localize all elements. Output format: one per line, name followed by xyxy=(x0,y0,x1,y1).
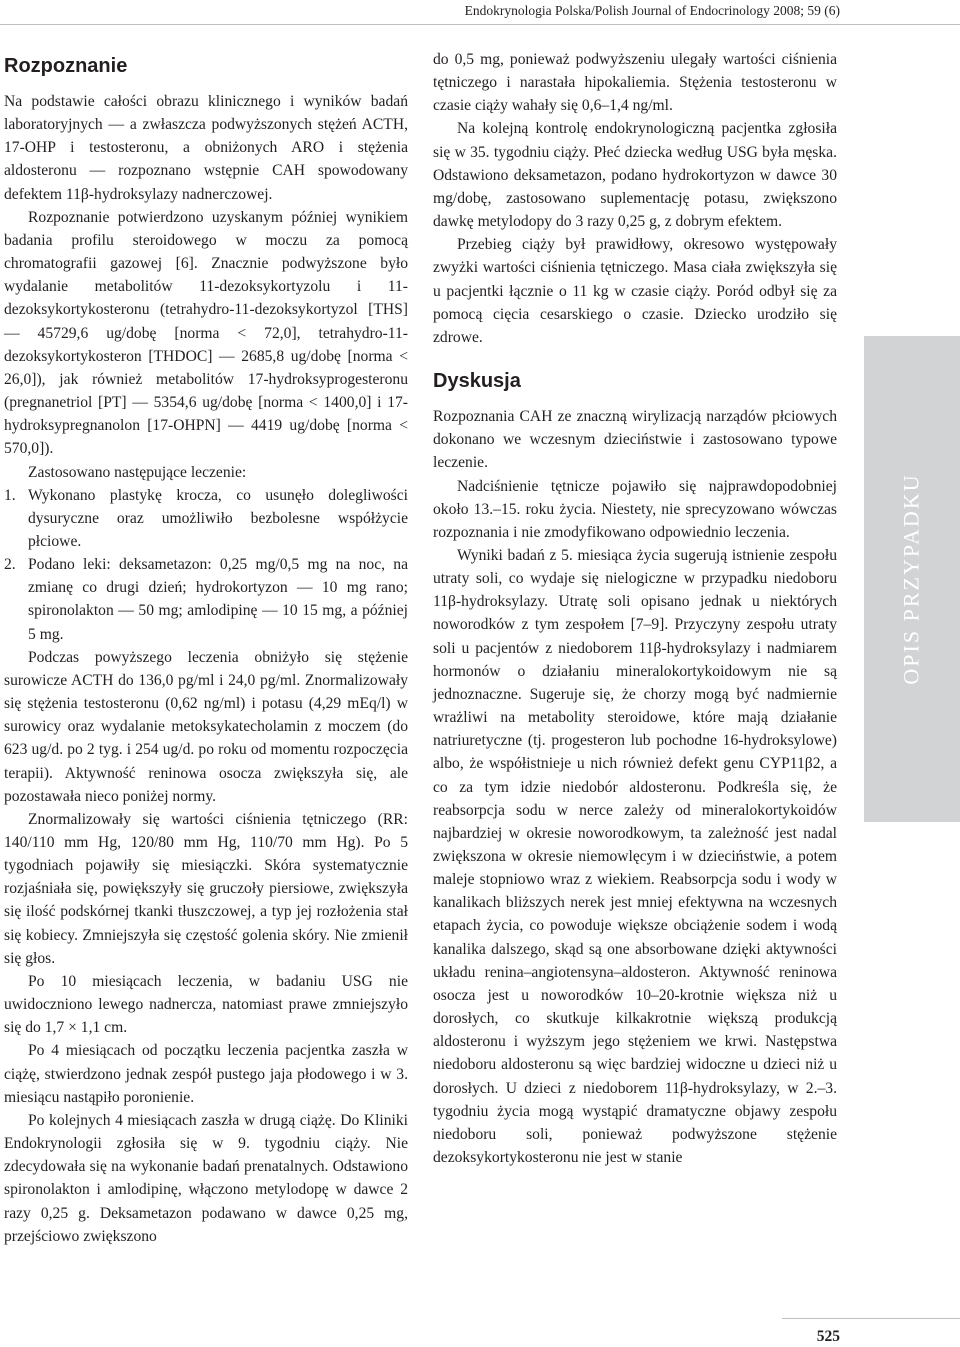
paragraph: Zastosowano następujące leczenie: xyxy=(28,463,247,481)
paragraph: do 0,5 mg, ponieważ podwyższeniu ulegały wartości ciśnienia tętniczego i narastała hipokaliemia. Stężenia testosteronu w czasie ciąży wahały się 0,6–1,4 ng/ml. xyxy=(433,51,837,115)
list-number: 1. xyxy=(4,486,16,504)
list-number: 2. xyxy=(4,556,16,574)
section-heading-dyskusja: Dyskusja xyxy=(433,370,521,393)
paragraph: Na podstawie całości obrazu klinicznego i wyników badań laboratoryjnych — a zwłaszcza podwyższonych stężeń ACTH, 17-OHP i testosteronu, a obniżonych ARO i stężenia aldosteronu — rozpoznano wstępnie CAH spowodowany defektem 11β-hydroksylazy nadnerczowej. xyxy=(4,93,408,203)
paragraph: Na kolejną kontrolę endokrynologiczną pacjentka zgłosiła się w 35. tygodniu ciąży. Płeć dziecka według USG była męska. Odstawiono deksametazon, podano hydrokortyzon w dawce 30 mg/dobę, zastosowano suplementację potasu, zwiększono dawkę metylodopy do 3 razy 0,25 g, z dobrym efektem. xyxy=(433,120,837,231)
side-tab-label: OPIS PRZYPADKU xyxy=(899,473,924,685)
treatment-list-item xyxy=(4,484,408,553)
treatment-list-item xyxy=(4,553,408,646)
list-text: Podano leki: deksametazon: 0,25 mg/0,5 mg na noc, na zmianę co drugi dzień; hydrokortyzon — 10 mg rano; spironolakton — 50 mg; amlodipinę — 10 15 mg, a później 5 mg. xyxy=(28,556,408,643)
section-heading-rozpoznanie: Rozpoznanie xyxy=(4,55,128,77)
paragraph: Po 4 miesiącach od początku leczenia pacjentka zaszła w ciążę, stwierdzono jednak zespół pustego jaja płodowego i w 3. miesiącu nastąpiło poronienie. xyxy=(4,1042,408,1106)
page-number: 525 xyxy=(816,1328,840,1345)
paragraph: Rozpoznania CAH ze znaczną wirylizacją narządów płciowych dokonano we wczesnym dzieciństwie i zastosowano typowe leczenie. xyxy=(433,408,837,472)
list-text: Wykonano plastykę krocza, co usunęło dolegliwości dysuryczne oraz umożliwiło bezbolesne współżycie płciowe. xyxy=(28,486,408,550)
left-column xyxy=(4,48,408,1248)
paragraph: Znormalizowały się wartości ciśnienia tętniczego (RR: 140/110 mm Hg, 120/80 mm Hg, 110/70 mm Hg). Po 5 tygodniach pojawiły się miesiączki. Skóra systematycznie rozjaśniała się, powiększyły się gruczoły piersiowe, zwiększyła się ilość podskórnej tkanki tłuszczowej, a typ jej rozłożenia stał się kobiecy. Zmniejszyła się częstość golenia skóry. Nie zmienił się głos. xyxy=(4,810,408,967)
paragraph: Po 10 miesiącach leczenia, w badaniu USG nie uwidoczniono lewego nadnercza, natomiast prawe zmniejszyło się do 1,7 × 1,1 cm. xyxy=(4,972,408,1037)
header-divider xyxy=(0,24,960,25)
footer-divider xyxy=(782,1318,960,1319)
paragraph: Rozpoznanie potwierdzono uzyskanym później wynikiem badania profilu steroidowego w moczu za pomocą chromatografii gazowej [6]. Znacznie podwyższone było wydalanie metabolitów 11-dezoksykortyzolu i 11-dezoksykortykosteronu (tetrahydro-11-dezoksykortyzol [THS] — 45729,6 ug/dobę [norma < 72,0], tetrahydro-11-dezoksykortykosteron [THDOC] — 2685,8 ug/dobę [norma < 26,0]), jak również metabolitów 17-hydroksyprogesteronu (pregnanetriol [PT] — 5354,6 ug/dobę [norma < 1400,0] i 17-hydroksypregnanolon [17-OHPN] — 4419 ug/dobę [norma < 570,0]). xyxy=(4,208,408,458)
paragraph: Podczas powyższego leczenia obniżyło się stężenie surowicze ACTH do 136,0 pg/ml i 24,0 pg/ml. Znormalizowały się stężenia testosteronu (0,62 ng/ml) i potasu (4,29 mEq/l) w surowicy oraz wydalanie metoksykatecholamin z moczem (do 623 ug/d. po 2 tyg. i 254 ug/d. po roku od momentu rozpoczęcia terapii). Aktywność reninowa osocza zwiększyła się, ale pozostawała nieco poniżej normy. xyxy=(4,648,408,805)
paragraph: Przebieg ciąży był prawidłowy, okresowo występowały zwyżki wartości ciśnienia tętniczego. Masa ciała zwiększyła się u pacjentki łącznie o 11 kg w czasie ciąży. Poród odbył się za pomocą cięcia cesarskiego o czasie. Dziecko urodziło się zdrowe. xyxy=(433,236,837,346)
paragraph: Nadciśnienie tętnicze pojawiło się najprawdopodobniej około 13.–15. roku życia. Niestety, nie sprecyzowano wówczas rozpoznania i nie zmodyfikowano odpowiednio leczenia. xyxy=(433,477,837,541)
paragraph: Po kolejnych 4 miesiącach zaszła w drugą ciążę. Do Kliniki Endokrynologii zgłosiła się w 9. tygodniu ciąży. Nie zdecydowała się na wykonanie badań prenatalnych. Odstawiono spironolakton i amlodipinę, włączono metylodopę w dawce 2 razy 0,25 g. Deksametazon podawano w dawce 0,25 mg, przejściowo zwiększono xyxy=(4,1111,408,1245)
right-column xyxy=(433,48,837,1169)
section-side-tab xyxy=(864,336,960,822)
paragraph: Wyniki badań z 5. miesiąca życia sugerują istnienie zespołu utraty soli, co wydaje się nielogiczne w przypadku niedoboru 11β-hydroksylazy. Utratę soli opisano jednak u niektórych noworodków z tym zespołem [7–9]. Przyczyny zespołu utraty soli u pacjentów z niedoborem 11β-hydroksylazy i nadmiarem hormonów o działaniu mineralokortykoidowym nie są jednoznaczne. Sugeruje się, że chorzy mogą być nadmiernie wrażliwi na metabolity steroidowe, które mają działanie natriuretyczne (tj. progesteron lub pochodne 16-hydroksylowe) albo, że współistnieje u nich również defekt genu CYP11β2, a co za tym idzie niedobór aldosteronu. Podkreśla się, że reabsorpcja sodu w nerce zależy od mineralokortykoidów najbardziej w okresie noworodkowym, ta zależność jest nadal zwiększona w okresie niemowlęcym i w dzieciństwie, a potem maleje stopniowo wraz z wiekiem. Reabsorpcja sodu i wody w kanalikach bliższych nerek jest mniej efektywna na wczesnych etapach życia, co powoduje większe obciążenie sodem i wodą kanalika dalszego, skąd są one absorbowane dzięki aktywności układu renina–angiotensyna–aldosteron. Aktywność reninowa osocza jest u noworodków 10–20-krotnie większa niż u dorosłych, co skutkuje kilkakrotnie większą produkcją aldosteronu i wyższym jego stężeniem we krwi. Następstwa niedoboru aldosteronu są więc bardziej widoczne u dzieci niż u dorosłych. U dzieci z niedoborem 11β-hydroksylazy, w 2.–3. tygodniu życia mogą wystąpić dramatyczne objawy zespołu niedoboru soli, ponieważ podwyższone stężenie dezoksykortykosteronu nie jest w stanie xyxy=(433,546,837,1167)
running-head: Endokrynologia Polska/Polish Journal of Endocrinology 2008; 59 (6) xyxy=(464,3,840,18)
